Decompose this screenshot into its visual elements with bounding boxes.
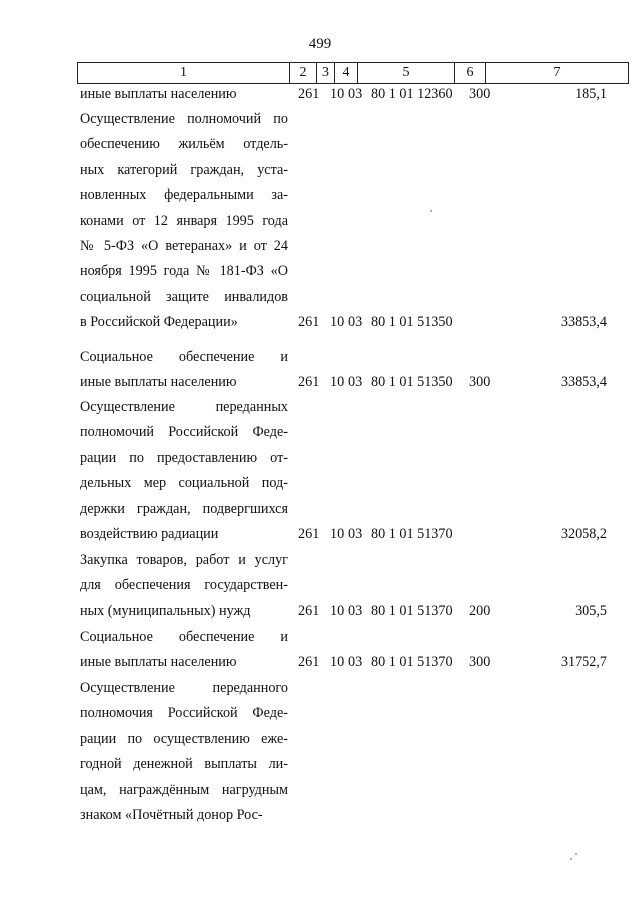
- row-cell-c7: 33853,4: [560, 374, 607, 391]
- row-cell-c5: 80 1 01 12360: [371, 86, 453, 102]
- row-description-line: держки граждан, подвергшихся: [80, 500, 288, 517]
- row-description-line: рации по предоставлению от-: [80, 449, 288, 466]
- row-description-line: Социальное обеспечение и: [80, 629, 288, 645]
- scan-speck: [430, 210, 432, 212]
- scan-speck: [570, 858, 572, 860]
- column-header-3: 3: [317, 63, 335, 84]
- row-description-line: для обеспечения государствен-: [80, 577, 288, 594]
- row-cell-c3: 10: [330, 374, 345, 391]
- row-description-line: № 5-ФЗ «О ветеранах» и от 24: [80, 238, 288, 254]
- row-cell-c2: 261: [298, 526, 320, 542]
- row-description-line: новленных федеральными за-: [80, 187, 288, 204]
- row-cell-c3: 10: [330, 526, 345, 542]
- row-description-line: знаком «Почётный донор Рос-: [80, 807, 263, 823]
- row-cell-c3: 10: [330, 602, 345, 619]
- column-header-7: 7: [486, 63, 629, 84]
- row-description-line: иные выплаты населению: [80, 86, 237, 102]
- row-description-line: ноября 1995 года № 181-ФЗ «О: [80, 263, 288, 280]
- row-description-line: дельных мер социальной под-: [80, 475, 288, 492]
- row-cell-c7: 32058,2: [560, 526, 607, 542]
- column-header-5: 5: [358, 63, 455, 84]
- row-description-line: Осуществление полномочий по: [80, 111, 288, 127]
- row-description-line: ных (муниципальных) нужд: [80, 602, 251, 619]
- row-cell-c3: 10: [330, 86, 345, 102]
- row-cell-c3: 10: [330, 314, 345, 331]
- row-cell-c6: 300: [469, 374, 491, 391]
- row-cell-c6: 300: [469, 86, 491, 102]
- row-cell-c5: 80 1 01 51350: [371, 374, 453, 391]
- row-description-line: Социальное обеспечение и: [80, 349, 288, 365]
- row-cell-c7: 31752,7: [560, 654, 607, 671]
- row-description-line: Осуществление переданного: [80, 680, 288, 696]
- column-header-4: 4: [335, 63, 358, 84]
- row-description-line: цам, награждённым нагрудным: [80, 781, 288, 798]
- row-cell-c6: 300: [469, 654, 491, 671]
- row-cell-c5: 80 1 01 51370: [371, 526, 453, 542]
- row-description-line: полномочий Российской Феде-: [80, 424, 288, 441]
- row-cell-c2: 261: [298, 602, 320, 619]
- scan-speck: [575, 853, 577, 855]
- row-description-line: иные выплаты населению: [80, 654, 237, 671]
- row-cell-c4: 03: [348, 602, 363, 619]
- row-cell-c2: 261: [298, 86, 320, 102]
- row-description-line: рации по осуществлению еже-: [80, 730, 288, 747]
- row-cell-c4: 03: [348, 314, 363, 331]
- row-cell-c2: 261: [298, 654, 320, 671]
- row-description-line: в Российской Федерации»: [80, 314, 238, 331]
- row-description-line: годной денежной выплаты ли-: [80, 756, 288, 773]
- row-cell-c4: 03: [348, 654, 363, 671]
- row-description-line: конами от 12 января 1995 года: [80, 212, 288, 229]
- row-cell-c4: 03: [348, 374, 363, 391]
- row-cell-c7: 305,5: [575, 602, 607, 619]
- row-cell-c5: 80 1 01 51370: [371, 654, 453, 671]
- column-header-1: 1: [78, 63, 290, 84]
- row-cell-c4: 03: [348, 526, 363, 542]
- row-cell-c5: 80 1 01 51350: [371, 314, 453, 331]
- row-cell-c2: 261: [298, 374, 320, 391]
- row-cell-c4: 03: [348, 86, 363, 102]
- row-cell-c7: 33853,4: [560, 314, 607, 331]
- row-cell-c3: 10: [330, 654, 345, 671]
- row-description-line: ных категорий граждан, уста-: [80, 161, 288, 178]
- row-description-line: Осуществление переданных: [80, 399, 288, 415]
- column-header-2: 2: [290, 63, 317, 84]
- row-description-line: обеспечению жильём отдель-: [80, 136, 288, 153]
- page-number: 499: [308, 36, 332, 52]
- row-description-line: иные выплаты населению: [80, 374, 237, 391]
- row-cell-c5: 80 1 01 51370: [371, 602, 453, 619]
- row-description-line: социальной защите инвалидов: [80, 288, 288, 305]
- row-description-line: Закупка товаров, работ и услуг: [80, 552, 288, 568]
- row-description-line: полномочия Российской Феде-: [80, 705, 288, 722]
- row-cell-c2: 261: [298, 314, 320, 331]
- column-header-6: 6: [455, 63, 486, 84]
- row-cell-c7: 185,1: [575, 86, 607, 102]
- row-description-line: воздействию радиации: [80, 526, 219, 542]
- row-cell-c6: 200: [469, 602, 491, 619]
